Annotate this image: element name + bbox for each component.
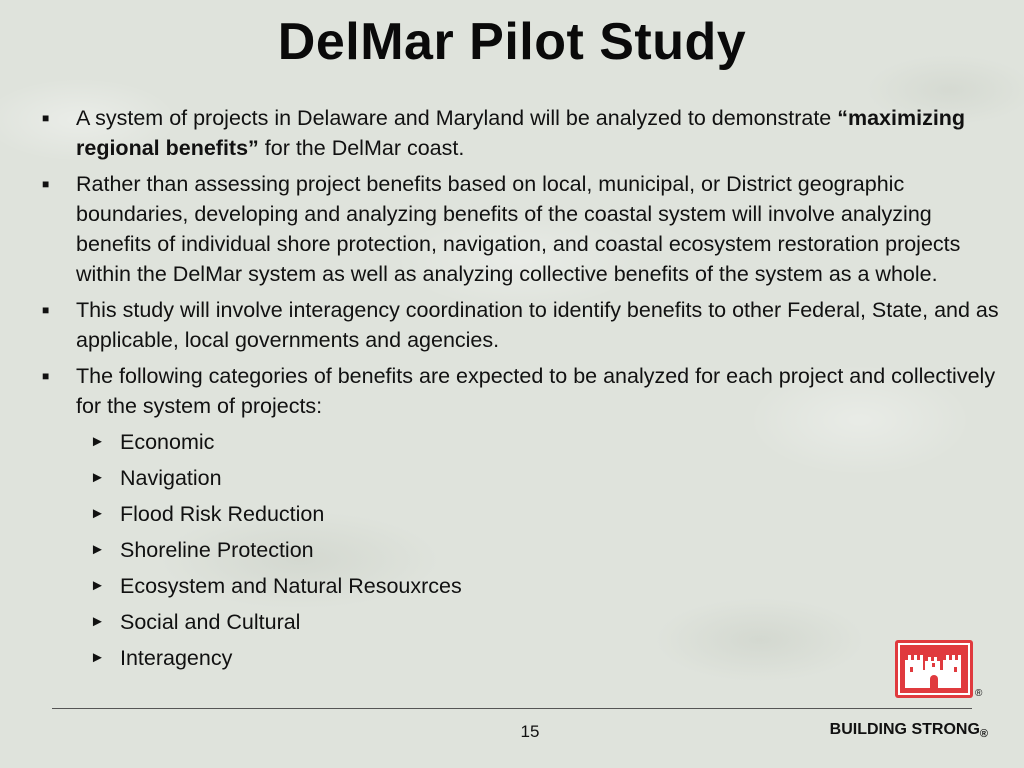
list-item xyxy=(88,427,1011,457)
square-bullet-icon xyxy=(42,169,49,199)
footer-divider xyxy=(52,708,972,709)
logo-registered-mark: ® xyxy=(975,688,983,699)
list-item xyxy=(88,607,1011,637)
castle-icon xyxy=(895,640,973,698)
arrow-bullet-icon: ► xyxy=(90,469,105,486)
bullet-text: The following categories of benefits are expected to be analyzed for each project and collectively for the system of projects: xyxy=(76,364,996,418)
bullet-item xyxy=(36,169,1011,289)
slide-content xyxy=(36,103,1011,679)
page-number: 15 xyxy=(520,722,540,741)
arrow-bullet-icon: ► xyxy=(90,433,105,450)
brand-registered-mark: ® xyxy=(979,728,988,740)
list-item xyxy=(88,499,1011,529)
benefit-categories-list xyxy=(36,427,1011,673)
category-label: Economic xyxy=(120,430,215,454)
list-item xyxy=(88,463,1011,493)
square-bullet-icon xyxy=(42,361,49,391)
bullet-text: for the DelMar coast. xyxy=(258,136,465,160)
list-item xyxy=(88,643,1011,673)
category-label: Shoreline Protection xyxy=(120,538,314,562)
category-label: Navigation xyxy=(120,466,222,490)
arrow-bullet-icon: ► xyxy=(90,505,105,522)
bullet-text: A system of projects in Delaware and Maryland will be analyzed to demonstrate xyxy=(76,106,838,130)
arrow-bullet-icon: ► xyxy=(90,649,105,666)
category-label: Ecosystem and Natural Resouxrces xyxy=(120,574,462,598)
list-item xyxy=(88,571,1011,601)
bullet-text: This study will involve interagency coordination to identify benefits to other Federal, State, and as applicable, local governments and agencies. xyxy=(76,298,999,352)
bullet-text: Rather than assessing project benefits based on local, municipal, or District geographic boundaries, developing and analyzing benefits of the coastal system will involve analyzing benefits of individual shore protection, navigation, and coastal ecosystem restoration projects within the DelMar system as well as analyzing collective benefits of the system as a whole. xyxy=(76,172,961,286)
arrow-bullet-icon: ► xyxy=(90,541,105,558)
bullet-item xyxy=(36,295,1011,355)
square-bullet-icon xyxy=(42,103,49,133)
bullet-item xyxy=(36,361,1011,421)
list-item xyxy=(88,535,1011,565)
arrow-bullet-icon: ► xyxy=(90,577,105,594)
bullet-item xyxy=(36,103,1011,163)
arrow-bullet-icon: ► xyxy=(90,613,105,630)
category-label: Interagency xyxy=(120,646,233,670)
square-bullet-icon xyxy=(42,295,49,325)
footer-brand xyxy=(830,721,988,740)
category-label: Social and Cultural xyxy=(120,610,301,634)
bullet-emphasis: “maximizing regional benefits” xyxy=(76,106,966,160)
brand-text: BUILDING STRONG xyxy=(829,721,980,738)
category-label: Flood Risk Reduction xyxy=(120,502,325,526)
slide-title: DelMar Pilot Study xyxy=(277,13,747,71)
